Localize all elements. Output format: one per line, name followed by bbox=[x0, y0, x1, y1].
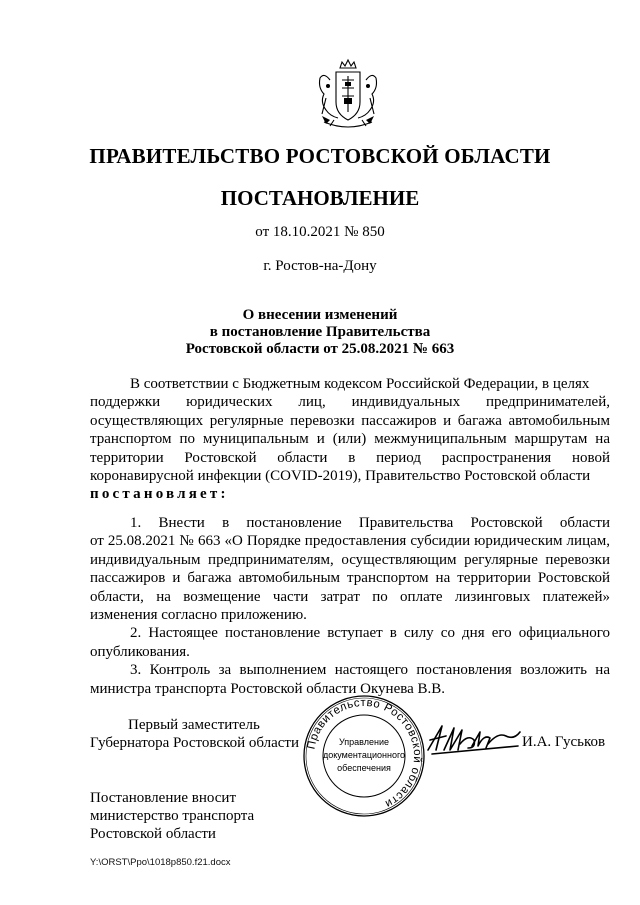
subject-line: в постановление Правительства bbox=[209, 324, 431, 340]
submitted-by-note bbox=[90, 789, 254, 843]
signatory-position bbox=[90, 716, 299, 752]
preamble-line: поддержки юридических лиц, индивидуальных предпринимателей, bbox=[90, 394, 610, 411]
subject-line: Ростовской области от 25.08.2021 № 663 bbox=[185, 341, 455, 357]
note-line: Ростовской области bbox=[90, 826, 216, 842]
preamble-paragraph bbox=[90, 375, 610, 504]
subject-line: О внесении изменений bbox=[242, 307, 398, 323]
document-city: г. Ростов-на-Дону bbox=[263, 258, 377, 274]
stamp-center-line: Управление bbox=[338, 737, 390, 747]
document-date-number: от 18.10.2021 № 850 bbox=[255, 224, 385, 240]
item-2-text: 2. Настоящее постановление вступает в силу со дня его официального опубликования. bbox=[90, 625, 610, 660]
stamp-center-line: обеспечения bbox=[337, 763, 391, 773]
government-title: ПРАВИТЕЛЬСТВО РОСТОВСКОЙ ОБЛАСТИ bbox=[89, 144, 551, 168]
handwritten-signature bbox=[424, 720, 522, 758]
stamp-center-line: документационного bbox=[322, 750, 406, 760]
document-subject bbox=[0, 307, 640, 358]
position-line: Первый заместитель bbox=[128, 717, 260, 733]
file-path-footer: Y:\ORST\Ppo\1018p850.f21.docx bbox=[90, 857, 231, 868]
note-line: Постановление вносит bbox=[90, 790, 237, 806]
decree-items bbox=[90, 514, 610, 698]
coat-of-arms-icon bbox=[316, 58, 380, 134]
position-line: Губернатора Ростовской области bbox=[90, 735, 300, 751]
signatory-name: И.А. Гуськов bbox=[522, 734, 606, 750]
decree-word: постановляет: bbox=[90, 486, 229, 503]
preamble-line: В соответствии с Бюджетным кодексом Российской Федерации, в целях bbox=[130, 376, 590, 392]
item-3-text: 3. Контроль за выполнением настоящего постановления возложить на министра транспорта Ростовской области Окунева В.В. bbox=[90, 662, 610, 697]
preamble-text: осуществляющих регулярные перевозки пассажиров и багажа автомобильным транспортом по муниципальным и (или) межмуниципальным маршрутам на территории Ростовской области в период распространения новой коронавирусной инфекции (COVID-2019), Правительство Ростовской области bbox=[90, 412, 610, 485]
stamp-ring-text: Правительство Ростовской области bbox=[305, 696, 424, 810]
document-type: ПОСТАНОВЛЕНИЕ bbox=[220, 186, 420, 210]
official-stamp bbox=[302, 694, 426, 818]
note-line: министерство транспорта bbox=[90, 808, 255, 824]
item-1-first-line: 1. Внести в постановление Правительства Ростовской области bbox=[130, 515, 610, 531]
item-1-text: от 25.08.2021 № 663 «О Порядке предоставления субсидии юридическим лицам, индивидуальным предпринимателям, осуществляющим регулярные перевозки пассажиров и багажа автомобильным транспортом на территории Ростовской области, на возмещение части затрат по оплате лизинговых платежей» изменения согласно приложению. bbox=[90, 533, 610, 624]
